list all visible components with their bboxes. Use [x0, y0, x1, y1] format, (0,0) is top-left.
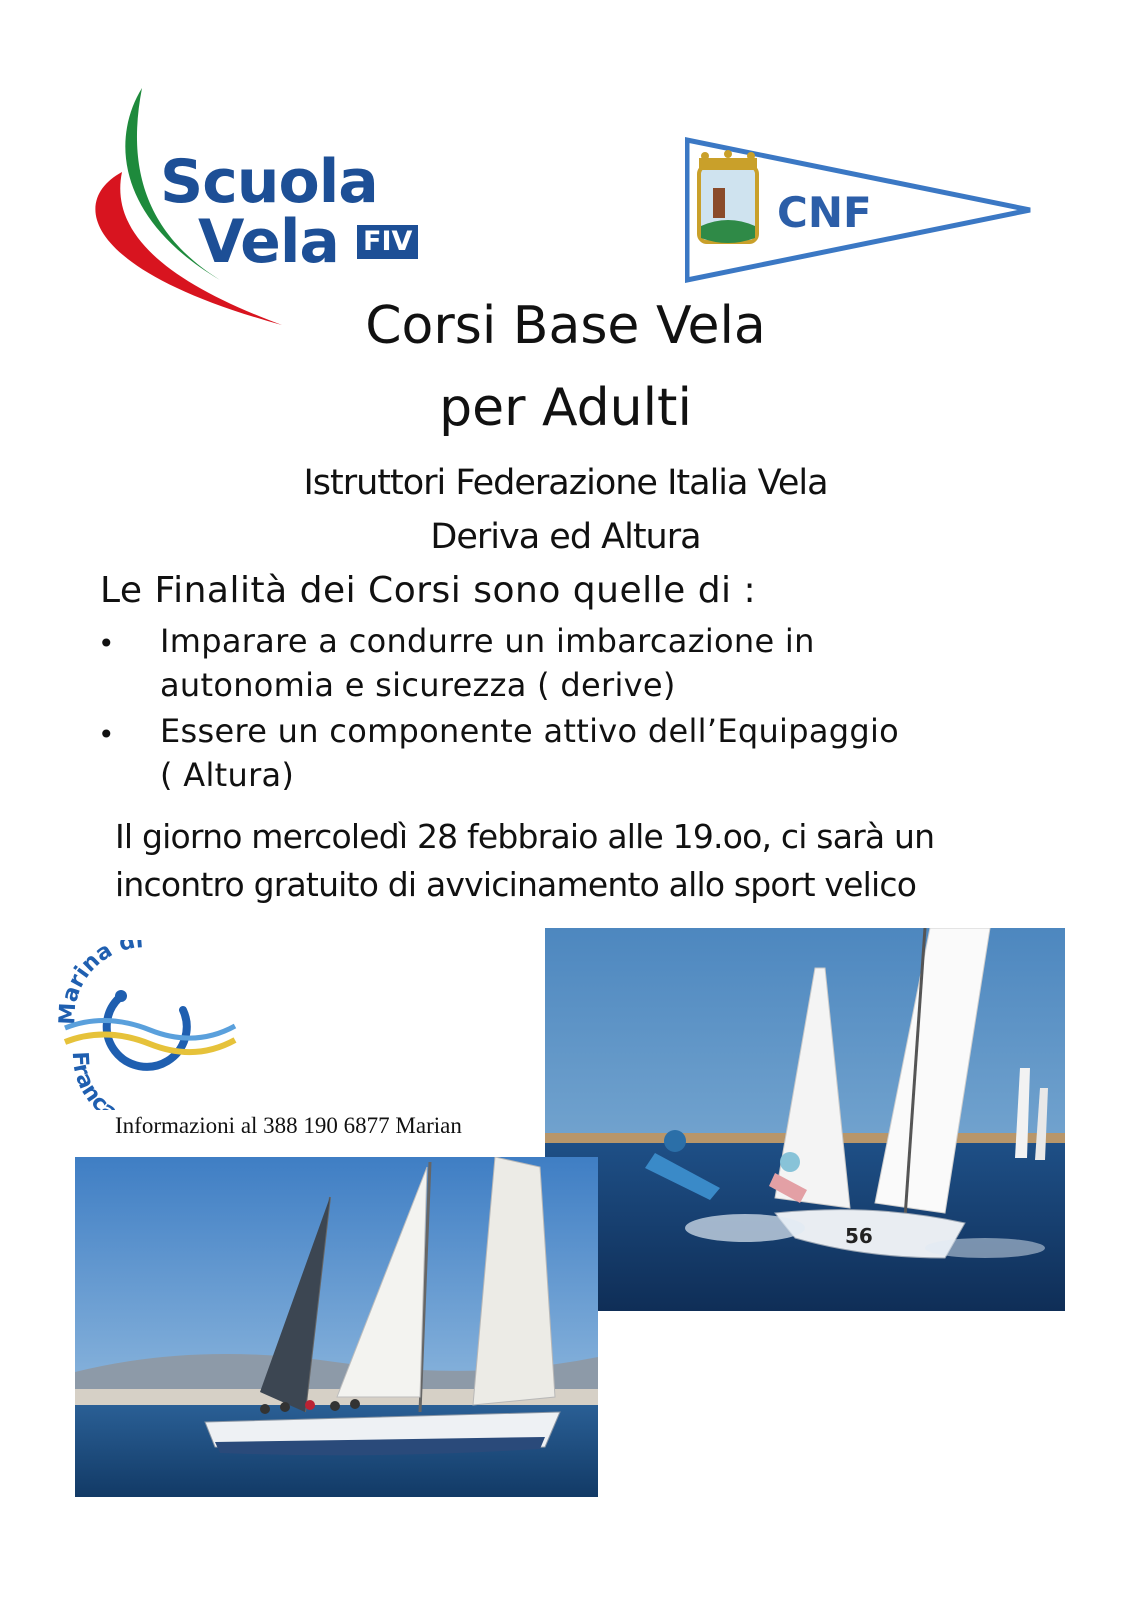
page-title-line1: Corsi Base Vela	[365, 296, 766, 356]
dinghy-scene	[545, 928, 1065, 1311]
marina-di-francavilla-logo	[55, 940, 245, 1110]
coat-of-arms-icon	[699, 150, 757, 243]
goal-2-line2: ( Altura)	[160, 756, 295, 794]
goal-2-line1: Essere un componente attivo dell’Equipaggio	[160, 712, 900, 750]
scuola-word: Scuola	[160, 147, 378, 217]
dinghy-racing-photo	[545, 928, 1065, 1311]
fiv-badge: FIV	[357, 225, 418, 259]
svg-text:56: 56	[845, 1224, 873, 1248]
goal-1-line1: Imparare a condurre un imbarcazione in	[160, 622, 815, 660]
cnf-pennant-logo	[685, 130, 1045, 290]
subtitle-line1: Istruttori Federazione Italia Vela	[303, 463, 828, 503]
bullet-icon: •	[98, 718, 115, 751]
event-info-line1: Il giorno mercoledì 28 febbraio alle 19.oo, ci sarà un	[115, 817, 935, 856]
cnf-text: CNF	[777, 188, 872, 237]
subtitle-line2: Deriva ed Altura	[430, 517, 701, 557]
goal-1-line2: autonomia e sicurezza ( derive)	[160, 666, 676, 704]
contact-info: Informazioni al 388 190 6877 Marian	[115, 1113, 462, 1138]
page-title-line2: per Adulti	[439, 378, 692, 438]
goals-heading: Le Finalità dei Corsi sono quelle di :	[100, 570, 757, 611]
bullet-icon: •	[98, 627, 115, 660]
marina-bottom-text: Franc	[66, 1050, 113, 1110]
svg-text:Francavilla	[67, 1051, 163, 1110]
vela-word: Vela	[198, 207, 339, 277]
yacht-scene	[75, 1157, 598, 1497]
yacht-sailing-photo	[75, 1157, 598, 1497]
marina-top-text: Marina di	[55, 940, 145, 1026]
svg-text:Marina di	[55, 940, 144, 1025]
event-info-line2: incontro gratuito di avvicinamento allo sport velico	[115, 865, 917, 904]
marina-emblem	[55, 940, 245, 1110]
